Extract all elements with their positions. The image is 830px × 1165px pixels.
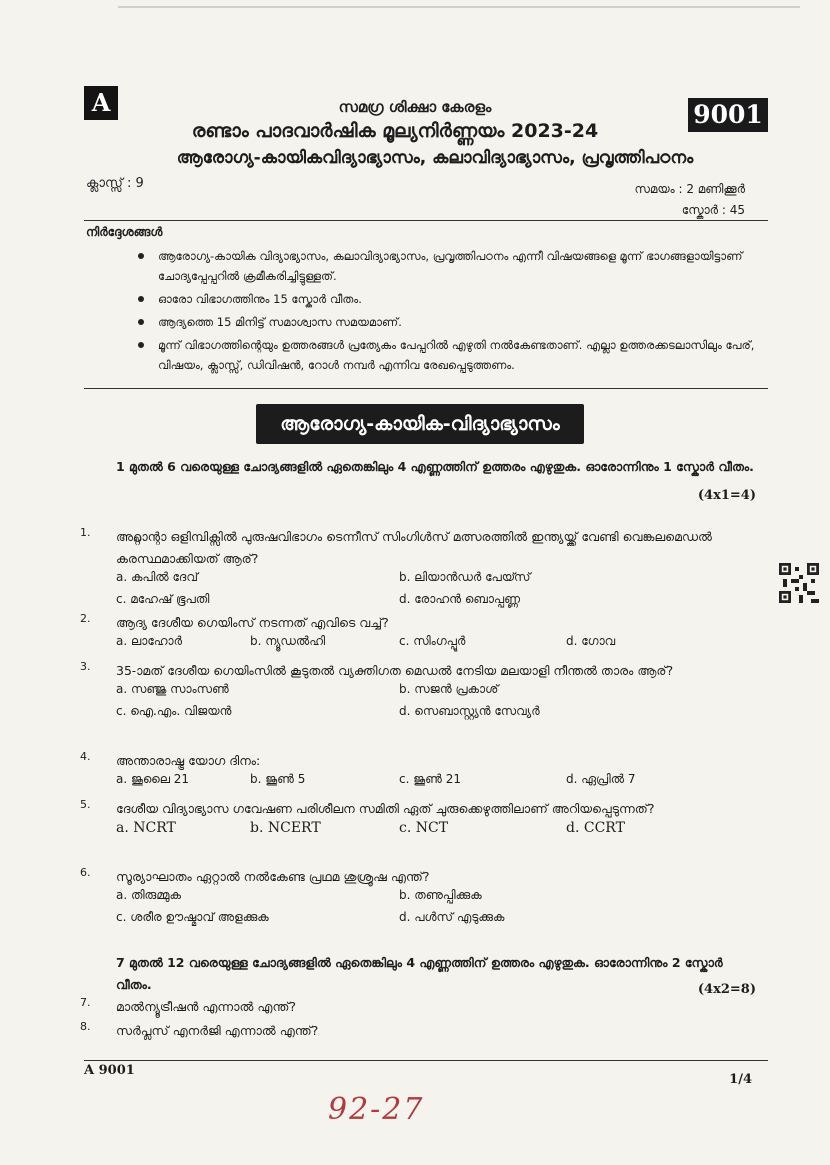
exam-title: രണ്ടാം പാദവാർഷിക മൂല്യനിർണ്ണയം 2023-24 [191,120,599,142]
option-a: a. സഞ്ജു സാംസൺ [116,682,229,696]
top-edge-line [118,6,800,8]
option-c: c. മഹേഷ് ഭൂപതി [116,592,210,606]
question-7 [80,996,760,1018]
question-number: 3. [80,660,91,673]
part2-instruction: 7 മുതൽ 12 വരെയുള്ള ചോദ്യങ്ങളിൽ ഏതെങ്കിലും 4 എണ്ണത്തിന് ഉത്തരം എഴുതുക. ഓരോന്നിനും 2 സ്കോർ വീതം. [116,955,723,992]
option-c: c. NCT [399,820,449,836]
option-a: a. NCRT [116,820,176,836]
instruction-item: ആദ്യത്തെ 15 മിനിട്ട് സമാശ്വാസ സമയമാണ്. [136,312,756,332]
option-a: a. കപിൽ ദേവ് [116,570,198,584]
option-a: a. തിരുമ്മുക [116,888,181,902]
option-d: d. ഗോവ [566,634,616,648]
option-c: c. ഐ.എം. വിജയൻ [116,704,232,718]
question-stem: സർപ്ലസ് എനർജി എന്നാൽ എന്ത്? [116,1023,319,1038]
option-c: c. ശരീര ഊഷ്മാവ് അളക്കുക [116,910,269,924]
options-row [116,888,760,910]
option-b: b. NCERT [250,820,321,836]
option-d: d. പൾസ് എടുക്കുക [399,910,505,924]
part2-marks: (4x2=8) [697,982,756,997]
instruction-item: മൂന്ന് വിഭാഗത്തിന്റെയും ഉത്തരങ്ങൾ പ്രത്യേകം പേപ്പറിൽ എഴുതി നൽകേണ്ടതാണ്. എല്ലാ ഉത്തരക്കടലാസിലും പേര്, വിഷയം, ക്ലാസ്സ്, ഡിവിഷൻ, റോൾ നമ്പർ എന്നിവ രേഖപ്പെടുത്തണം. [136,335,756,375]
footer-code: A 9001 [84,1063,135,1078]
options-row [116,704,760,726]
options-row [116,570,760,592]
question-number: 6. [80,866,91,879]
option-b: b. സജൻ പ്രകാശ് [399,682,499,696]
instruction-item: ഓരോ വിഭാഗത്തിനും 15 സ്കോർ വീതം. [136,289,756,309]
question-5 [80,798,760,844]
instructions-divider [84,388,768,389]
options-row [116,592,760,614]
question-stem: 35-ാമത് ദേശീയ ഗെയിംസിൽ കൂടുതൽ വ്യക്തിഗത മെഡൽ നേടിയ മലയാളി നീന്തൽ താരം ആര്? [116,663,674,678]
question-stem: ആദ്യ ദേശീയ ഗെയിംസ് നടന്നത് എവിടെ വച്ച്? [116,615,389,630]
bullet-icon [138,319,144,325]
question-2 [80,612,760,656]
options-row [116,910,760,932]
option-d: d. ഏപ്രിൽ 7 [566,772,636,786]
series-badge: A [84,86,118,120]
question-8 [80,1020,760,1042]
footer-divider [84,1060,768,1061]
question-6 [80,866,760,932]
organization-title: സമഗ്ര ശിക്ഷാ കേരളം [338,98,492,116]
option-b: b. ലിയാൻഡർ പേയ്സ് [399,570,531,584]
question-number: 4. [80,750,91,763]
bullet-icon [138,253,144,259]
question-1 [80,526,760,614]
option-a: a. ലാഹോർ [116,634,182,648]
instruction-item: ആരോഗ്യ-കായിക വിദ്യാഭ്യാസം, കലാവിദ്യാഭ്യാസം, പ്രവൃത്തിപഠനം എന്നീ വിഷയങ്ങളെ മൂന്ന് ഭാഗങ്ങളായിട്ടാണ് ചോദ്യപ്പേപ്പറിൽ ക്രമീകരിച്ചിട്ടുള്ളത്. [136,246,756,286]
page-number: 1/4 [729,1072,752,1087]
instructions-heading: നിർദ്ദേശങ്ങൾ [86,225,163,239]
subjects-title: ആരോഗ്യ-കായികവിദ്യാഭ്യാസം, കലാവിദ്യാഭ്യാസം, പ്രവൃത്തിപഠനം [176,148,694,168]
options-row [116,772,760,794]
qr-code-icon [779,563,819,603]
option-b: b. ന്യൂഡൽഹി [250,634,326,648]
header-divider [84,220,768,221]
question-stem: സൂര്യാഘാതം ഏറ്റാൽ നൽകേണ്ട പ്രഥമ ശുശ്രൂഷ എന്ത്? [116,869,430,884]
option-d: d. സെബാസ്റ്റ്യൻ സേവ്യർ [399,704,540,718]
question-number: 1. [80,526,91,539]
bullet-icon [138,296,144,302]
option-b: b. ജൂൺ 5 [250,772,306,786]
class-label: ക്ലാസ്സ് : 9 [86,176,144,191]
question-stem: മാൽന്യൂട്രീഷൻ എന്നാൽ എന്ത്? [116,999,297,1014]
question-stem: അന്താരാഷ്ട്ര യോഗ ദിനം: [116,753,261,768]
option-c: c. ജൂൺ 21 [399,772,462,786]
part1-marks: (4x1=4) [697,488,756,503]
question-4 [80,750,760,794]
score-label: സ്കോർ : 45 [681,203,745,217]
section-title-banner: ആരോഗ്യ-കായിക-വിദ്യാഭ്യാസം [256,404,584,444]
option-a: a. ജൂലൈ 21 [116,772,190,786]
options-row [116,820,760,844]
question-number: 2. [80,612,91,625]
time-label: സമയം : 2 മണിക്കൂർ [634,182,745,196]
question-number: 5. [80,798,91,811]
question-3 [80,660,760,726]
option-c: c. സിംഗപ്പൂർ [399,634,466,648]
instructions-list [136,246,756,378]
bullet-icon [138,342,144,348]
options-row [116,682,760,704]
question-stem: ദേശീയ വിദ്യാഭ്യാസ ഗവേഷണ പരിശീലന സമിതി ഏത് ചുരുക്കെഴുത്തിലാണ് അറിയപ്പെടുന്നത്? [116,801,655,816]
handwritten-mark: 92-27 [328,1092,425,1127]
part1-instruction: 1 മുതൽ 6 വരെയുള്ള ചോദ്യങ്ങളിൽ ഏതെങ്കിലും 4 എണ്ണത്തിന് ഉത്തരം എഴുതുക. ഓരോന്നിനും 1 സ്കോർ വീതം. [116,459,754,474]
option-b: b. തണുപ്പിക്കുക [399,888,482,902]
paper-code-badge: 9001 [688,98,768,132]
question-stem: അറ്റ്ലാന്റാ ഒളിമ്പിക്സിൽ പുരുഷവിഭാഗം ടെന്നീസ് സിംഗിൾസ് മത്സരത്തിൽ ഇന്ത്യയ്ക്ക് വേണ്ടി വെങ്കലമെഡൽ കരസ്ഥമാക്കിയത് ആര്? [116,529,712,566]
question-number: 7. [80,996,91,1009]
option-d: d. CCRT [566,820,625,836]
question-number: 8. [80,1020,91,1033]
option-d: d. രോഹൻ ബൊപ്പണ്ണ [399,592,521,606]
options-row [116,634,760,656]
